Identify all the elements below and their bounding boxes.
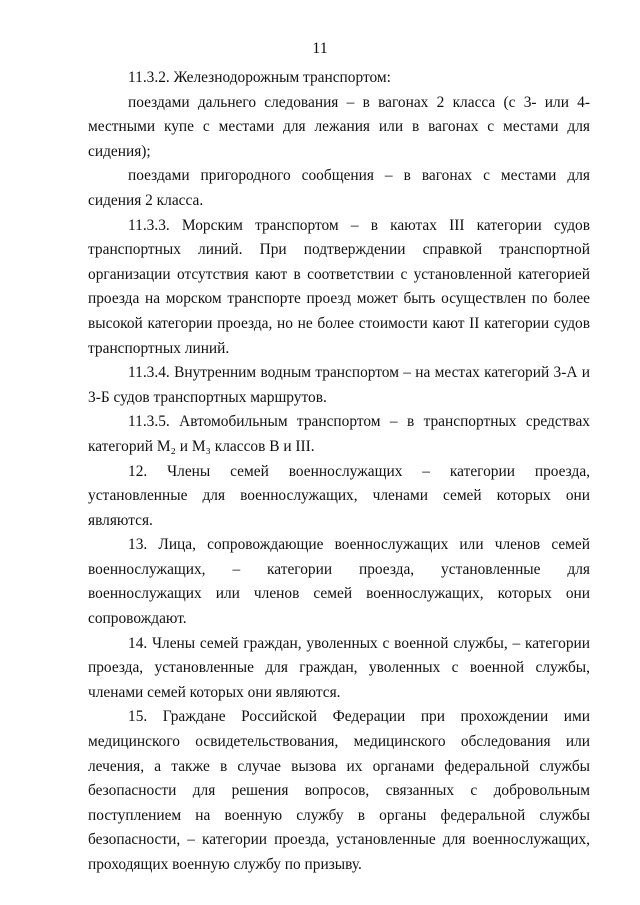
paragraph-14: 14. Члены семей граждан, уволенных с военной службы, – категории проезда, установленные для граждан, уволенных с военной службы, членами семей которых они являются. <box>88 634 590 701</box>
paragraph-12: 12. Члены семей военнослужащих – категории проезда, установленные для военнослужащих, членами семей которых они являются. <box>88 462 590 529</box>
paragraph-11-3-3: 11.3.3. Морским транспортом – в каютах III категории судов транспортных линий. При подтверждении справкой транспортной организации отсутствия кают в соответствии с установленной категорией проезда на морском транспорте проезд может быть осуществлен по более высокой категории проезда, но не более стоимости кают II категории судов транспортных линий. <box>88 216 590 357</box>
paragraph-11-3-4: 11.3.4. Внутренним водным транспортом – на местах категорий 3-А и 3-Б судов транспортных маршрутов. <box>88 364 590 406</box>
paragraph-long-distance-trains: поездами дальнего следования – в вагонах 2 класса (с 3- или 4-местными купе с местами для лежания или в вагонах с местами для сидения); <box>88 93 590 160</box>
paragraph-13: 13. Лица, сопровождающие военнослужащих или членов семей военнослужащих, – категории проезда, установленные для военнослужащих или членов семей военнослужащих, которых они сопровождают. <box>88 536 590 628</box>
paragraph-11-3-2: 11.3.2. Железнодорожным транспортом: <box>128 69 391 86</box>
document-body <box>88 66 590 878</box>
paragraph-15: 15. Граждане Российской Федерации при прохождении ими медицинского освидетельствования, медицинского обследования или лечения, а также в случае вызова их органами федеральной службы безопасности для решения вопросов, связанных с добровольным поступлением на военную службу в органы федеральной службы безопасности, – категории проезда, установленные для военнослужащих, проходящих военную службу по призыву. <box>88 708 590 873</box>
paragraph-suburban-trains: поездами пригородного сообщения – в вагонах с местами для сидения 2 класса. <box>88 167 590 209</box>
page-number: 11 <box>312 40 328 57</box>
paragraph-11-3-5: 11.3.5. Автомобильным транспортом – в транспортных средствах категорий M₂ и M₃ классов B и III. <box>88 413 590 455</box>
